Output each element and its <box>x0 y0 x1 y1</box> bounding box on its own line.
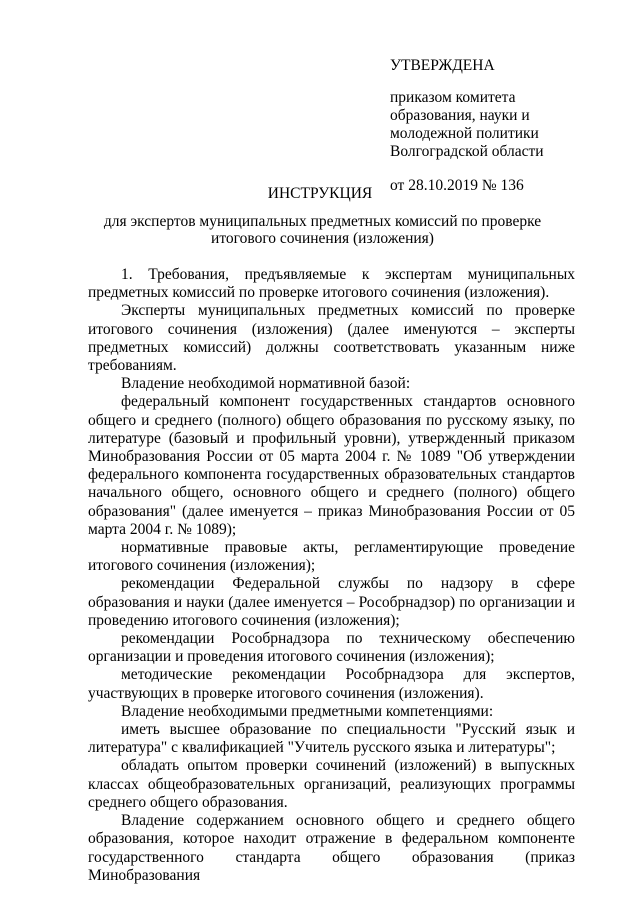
approval-stamp: УТВЕРЖДЕНА <box>390 57 495 74</box>
paragraph: 1. Требования, предъявляемые к экспертам муниципальных предметных комиссий по проверке итогового сочинения (изложения). <box>88 266 575 302</box>
paragraph: Владение необходимыми предметными компетенциями: <box>121 702 494 720</box>
approval-issuer: приказом комитета образования, науки и молодежной политики Волгоградской области <box>390 89 544 160</box>
paragraph: Владение содержанием основного общего и среднего общего образования, которое находит отражение в федеральном компоненте государственного стандарта общего образования (приказ Минобразования <box>88 812 575 884</box>
paragraph: федеральный компонент государственных стандартов основного общего и среднего (полного) общего образования по русскому языку, по литературе (базовый и профильный уровни), утвержденный приказом Минобразования России от 05 марта 2004 г. № 1089 "Об утверждении федерального компонента государственных образовательных стандартов начального общего, основного общего и среднего (полного) общего образования" (далее именуется – приказ Минобразования России от 05 марта 2004 г. № 1089); <box>88 393 575 538</box>
paragraph: иметь высшее образование по специальности "Русский язык и литература" с квалификацией "Учитель русского языка и литературы"; <box>88 721 575 757</box>
approval-block <box>390 57 630 195</box>
document-body <box>88 266 575 885</box>
paragraph: нормативные правовые акты, регламентирующие проведение итогового сочинения (изложения); <box>88 539 575 575</box>
paragraph: Владение необходимой нормативной базой: <box>121 375 411 393</box>
paragraph: рекомендации Рособрнадзора по техническому обеспечению организации и проведения итогового сочинения (изложения); <box>88 630 575 666</box>
paragraph: Эксперты муниципальных предметных комиссий по проверке итогового сочинения (изложения) (далее именуются – эксперты предметных комиссий) должны соответствовать указанным ниже требованиям. <box>88 302 575 375</box>
approval-date: от 28.10.2019 № 136 <box>390 177 524 194</box>
document-subtitle: для экспертов муниципальных предметных комиссий по проверке итогового сочинения (изложения) <box>103 213 542 247</box>
paragraph: обладать опытом проверки сочинений (изложений) в выпускных классах общеобразовательных организаций, реализующих программы среднего общего образования. <box>88 757 575 811</box>
document-title: ИНСТРУКЦИЯ <box>267 185 373 202</box>
paragraph: рекомендации Федеральной службы по надзору в сфере образования и науки (далее именуется – Рособрнадзор) по организации и проведению итогового сочинения (изложения); <box>88 575 575 629</box>
paragraph: методические рекомендации Рособрнадзора для экспертов, участвующих в проверке итогового сочинения (изложения). <box>88 666 575 702</box>
